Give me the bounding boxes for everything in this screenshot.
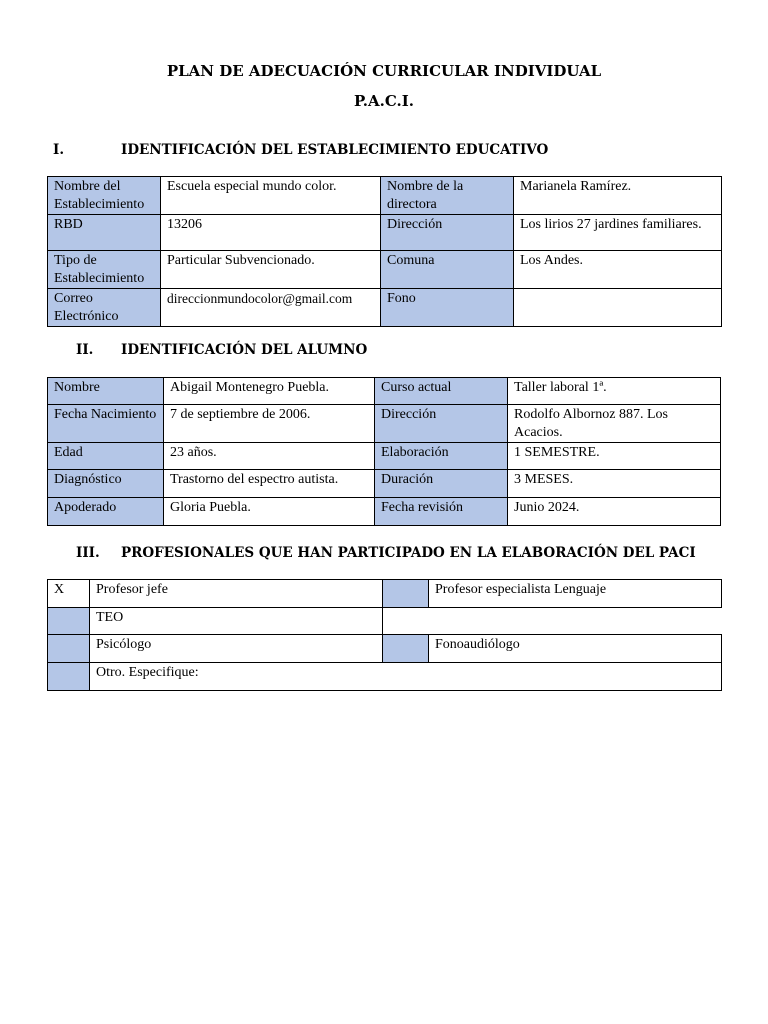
table-row [48,663,722,691]
cell-value: 1 SEMESTRE. [508,443,721,470]
table-row [48,608,722,635]
cell-label: Nombre [48,378,164,405]
document-subtitle: P.A.C.I. [353,92,414,110]
table-row [48,405,721,443]
cell-label: Dirección [381,215,514,251]
section-1-title: IDENTIFICACIÓN DEL ESTABLECIMIENTO EDUCATIVO [121,142,549,158]
section-3-heading [0,545,768,563]
cell-value: 13206 [161,215,381,251]
section-2-heading [0,342,768,360]
cell-label: Elaboración [375,443,508,470]
cell-label: Dirección [375,405,508,443]
teo-label: TEO [90,608,383,635]
cell-value: Rodolfo Albornoz 887. Los Acacios. [508,405,721,443]
cell-value: 23 años. [164,443,375,470]
checkbox-fonoaudiologo[interactable] [383,635,429,663]
cell-label: Fono [381,289,514,327]
cell-value: Escuela especial mundo color. [161,177,381,215]
checkbox-psicologo[interactable] [48,635,90,663]
cell-label: Correo Electrónico [48,289,161,327]
cell-value: Junio 2024. [508,498,721,526]
cell-value: 3 MESES. [508,470,721,498]
cell-label: Nombre del Establecimiento [48,177,161,215]
document-title: PLAN DE ADECUACIÓN CURRICULAR INDIVIDUAL [166,62,602,80]
professionals-table [47,579,722,691]
checkbox-otro[interactable] [48,663,90,691]
cell-label: RBD [48,215,161,251]
section-2-number: II. [76,342,94,358]
checkbox-profesor-lenguaje[interactable] [383,580,429,608]
cell-label: Duración [375,470,508,498]
table-row [48,443,721,470]
cell-label: Fecha revisión [375,498,508,526]
checkbox-teo[interactable] [48,608,90,635]
checkbox-profesor-jefe[interactable]: X [48,580,90,608]
student-table [47,377,721,526]
psicologo-label: Psicólogo [90,635,383,663]
establishment-table [47,176,722,327]
cell-value: Particular Subvencionado. [161,251,381,289]
table-row [48,251,722,289]
table-row [48,498,721,526]
cell-value: Gloria Puebla. [164,498,375,526]
table-row [48,289,722,327]
otro-label: Otro. Especifique: [90,663,722,691]
cell-value: Los lirios 27 jardines familiares. [514,215,722,251]
table-row [48,470,721,498]
cell-value: Taller laboral 1ª. [508,378,721,405]
fonoaudiologo-label: Fonoaudiólogo [429,635,722,663]
cell-value: Los Andes. [514,251,722,289]
profesor-jefe-label: Profesor jefe [90,580,383,608]
section-1-number: I. [53,142,65,158]
table-row [48,635,722,663]
cell-label: Comuna [381,251,514,289]
cell-value: Abigail Montenegro Puebla. [164,378,375,405]
section-3-number: III. [76,545,100,561]
table-row [48,378,721,405]
cell-label: Edad [48,443,164,470]
section-2-title: IDENTIFICACIÓN DEL ALUMNO [121,342,368,358]
cell-value: Marianela Ramírez. [514,177,722,215]
cell-value: 7 de septiembre de 2006. [164,405,375,443]
cell-label: Diagnóstico [48,470,164,498]
table-row [48,177,722,215]
cell-label: Nombre de la directora [381,177,514,215]
cell-label: Curso actual [375,378,508,405]
table-row [48,580,722,608]
cell-label: Apoderado [48,498,164,526]
cell-value [514,289,722,327]
cell-label: Tipo de Establecimiento [48,251,161,289]
section-1-heading [0,142,768,160]
profesor-lenguaje-label: Profesor especialista Lenguaje [429,580,722,608]
section-3-title: PROFESIONALES QUE HAN PARTICIPADO EN LA ELABORACIÓN DEL PACI [121,545,696,561]
cell-value: direccionmundocolor@gmail.com [161,289,381,327]
empty-cell [383,608,722,635]
cell-label: Fecha Nacimiento [48,405,164,443]
table-row [48,215,722,251]
cell-value: Trastorno del espectro autista. [164,470,375,498]
